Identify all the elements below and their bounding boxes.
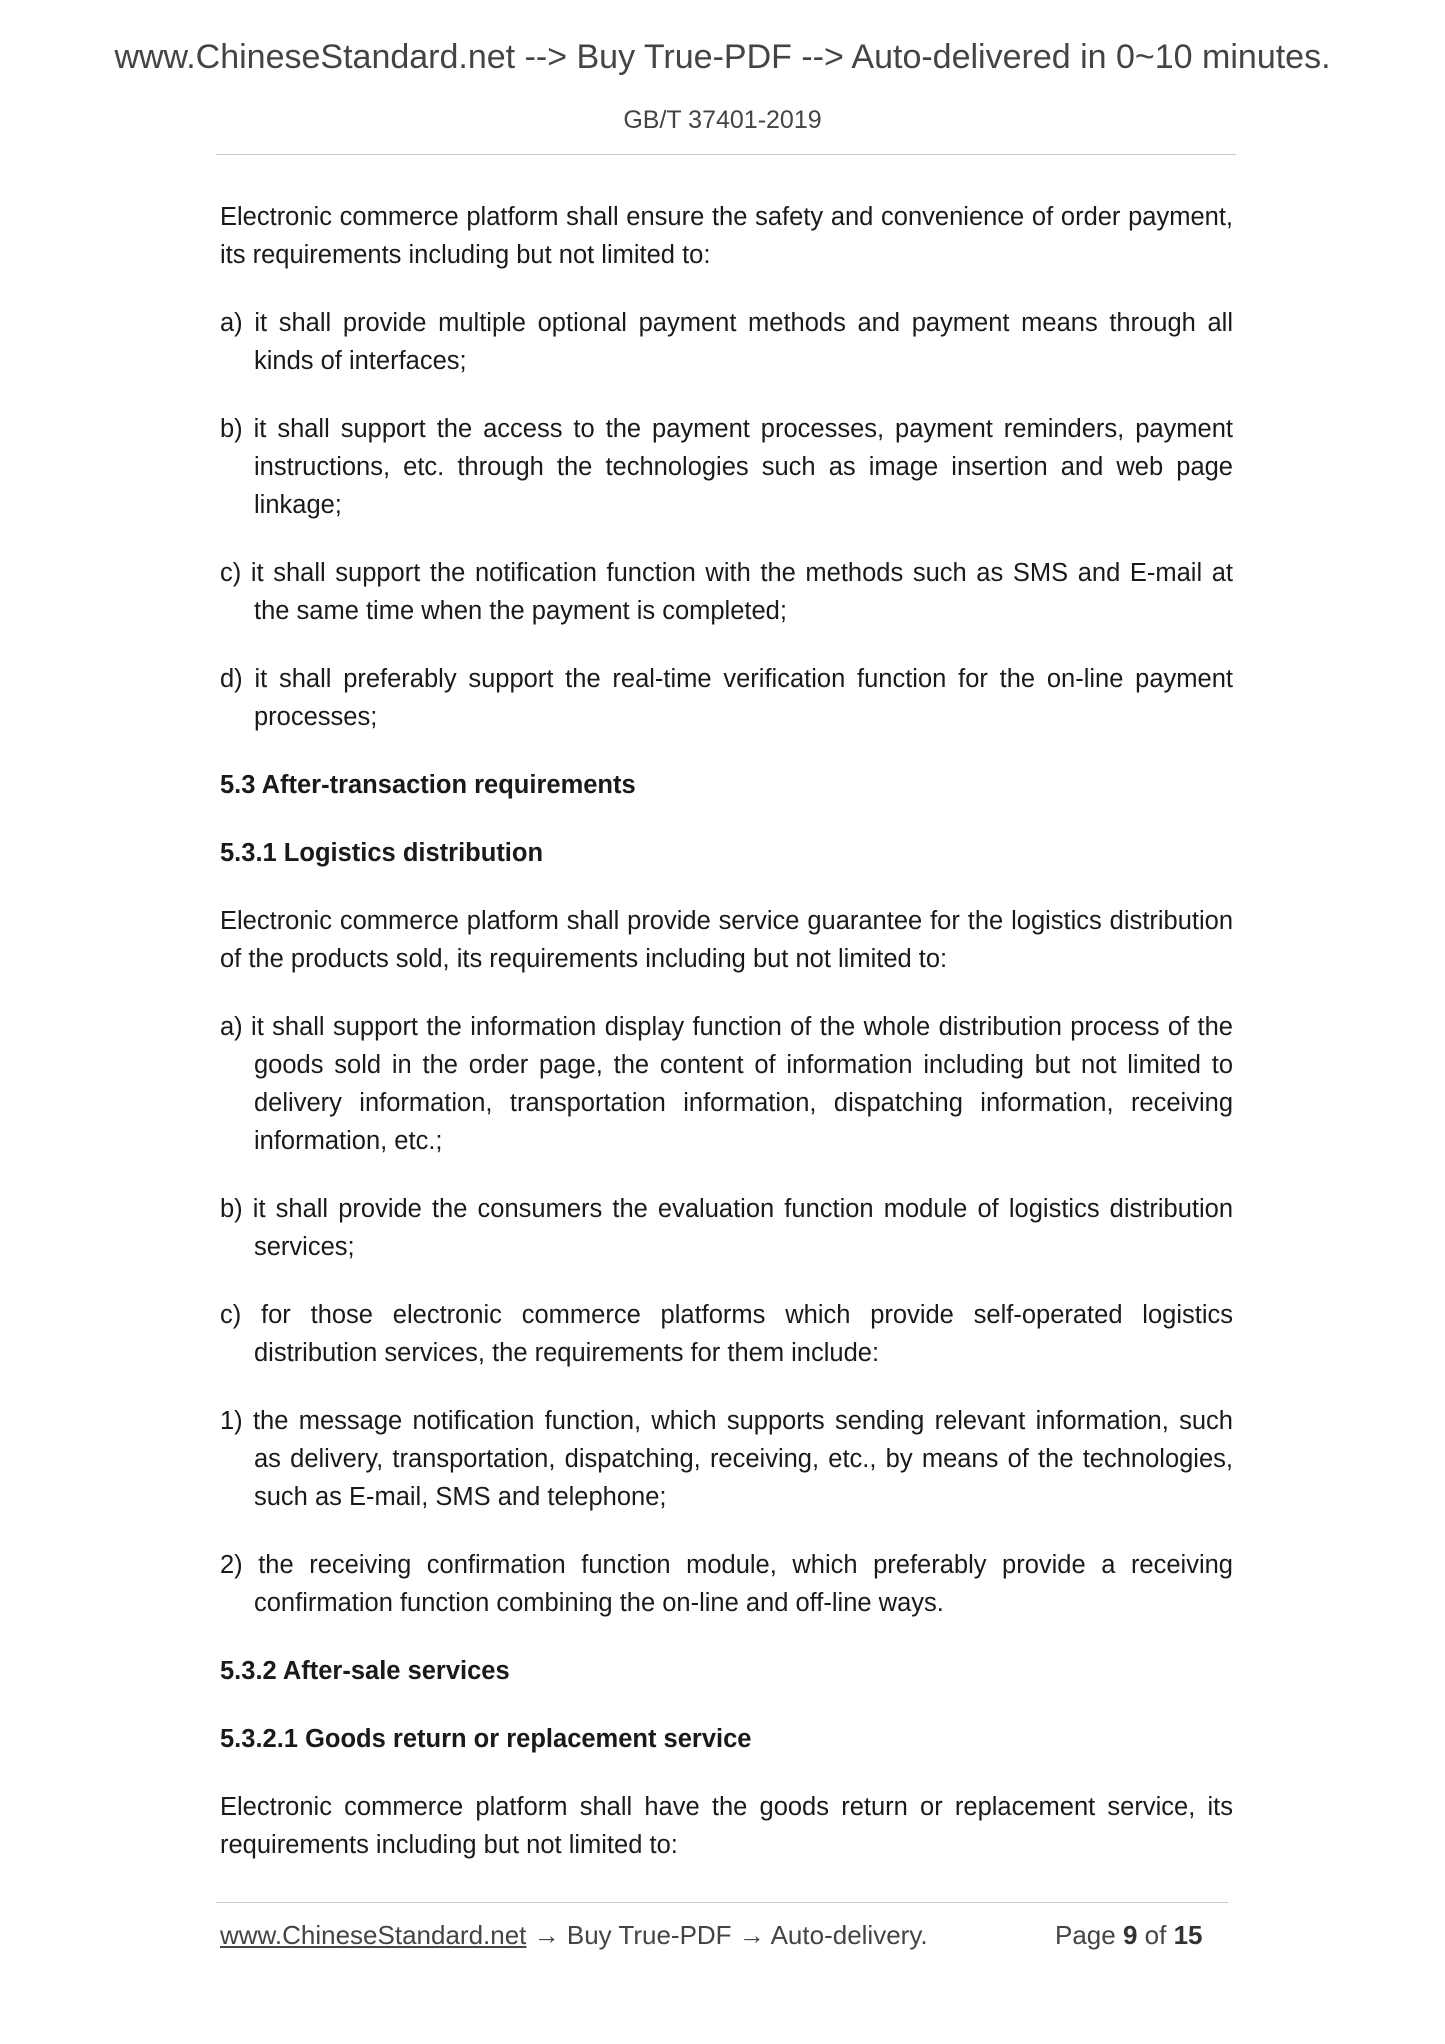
site-banner: www.ChineseStandard.net --> Buy True-PDF --> Auto-delivered in 0~10 minutes. xyxy=(114,38,1331,76)
logistics-intro-paragraph: Electronic commerce platform shall provide service guarantee for the logistics distribution of the products sold, its requirements including but not limited to: xyxy=(220,907,1233,973)
page-label: Page xyxy=(1055,1920,1116,1950)
payment-list-item: c) it shall support the notification function with the methods such as SMS and E-mail at the same time when the payment is completed; xyxy=(220,559,1233,625)
section-heading-5-3-1: 5.3.1 Logistics distribution xyxy=(220,839,544,867)
section-heading-5-3-2-1: 5.3.2.1 Goods return or replacement service xyxy=(220,1725,752,1753)
section-heading-5-3: 5.3 After-transaction requirements xyxy=(220,771,636,799)
footer-buy-text: Buy True-PDF xyxy=(566,1920,732,1950)
footer-promo xyxy=(220,1920,928,1951)
logistics-list-item: b) it shall provide the consumers the evaluation function module of logistics distribution services; xyxy=(220,1195,1233,1261)
footer-divider xyxy=(216,1902,1228,1903)
section-heading-5-3-2: 5.3.2 After-sale services xyxy=(220,1657,510,1685)
arrow-right-icon: → xyxy=(731,1920,771,1950)
logistics-sub-item: 2) the receiving confirmation function module, which preferably provide a receiving confirmation function combining the on-line and off-line ways. xyxy=(220,1551,1233,1617)
header-divider xyxy=(216,154,1236,155)
document-code: GB/T 37401-2019 xyxy=(623,106,822,134)
page-number: 9 xyxy=(1122,1920,1138,1950)
arrow-right-icon: → xyxy=(526,1920,567,1950)
logistics-list-item: a) it shall support the information display function of the whole distribution process of the goods sold in the order page, the content of information including but not limited to delivery information, transportation information, dispatching information, receiving information, etc.; xyxy=(220,1013,1233,1155)
payment-intro-paragraph: Electronic commerce platform shall ensure the safety and convenience of order payment, its requirements including but not limited to: xyxy=(220,203,1233,269)
of-label: of xyxy=(1144,1920,1167,1950)
logistics-sub-item: 1) the message notification function, which supports sending relevant information, such as delivery, transportation, dispatching, receiving, etc., by means of the technologies, such as E-mail, SMS and telephone; xyxy=(220,1407,1233,1511)
page-indicator xyxy=(1055,1920,1203,1951)
payment-list-item: d) it shall preferably support the real-time verification function for the on-line payment processes; xyxy=(220,665,1233,731)
payment-list-item: b) it shall support the access to the payment processes, payment reminders, payment instructions, etc. through the technologies such as image insertion and web page linkage; xyxy=(220,415,1233,519)
payment-list-item: a) it shall provide multiple optional payment methods and payment means through all kinds of interfaces; xyxy=(220,309,1233,375)
total-pages: 15 xyxy=(1173,1920,1203,1950)
footer-site-link[interactable]: www.ChineseStandard.net xyxy=(220,1920,527,1950)
return-intro-paragraph: Electronic commerce platform shall have the goods return or replacement service, its requirements including but not limited to: xyxy=(220,1793,1233,1859)
page-content xyxy=(220,198,1233,1894)
logistics-list-item: c) for those electronic commerce platforms which provide self-operated logistics distribution services, the requirements for them include: xyxy=(220,1301,1233,1367)
footer-delivery-text: Auto-delivery. xyxy=(770,1920,928,1950)
